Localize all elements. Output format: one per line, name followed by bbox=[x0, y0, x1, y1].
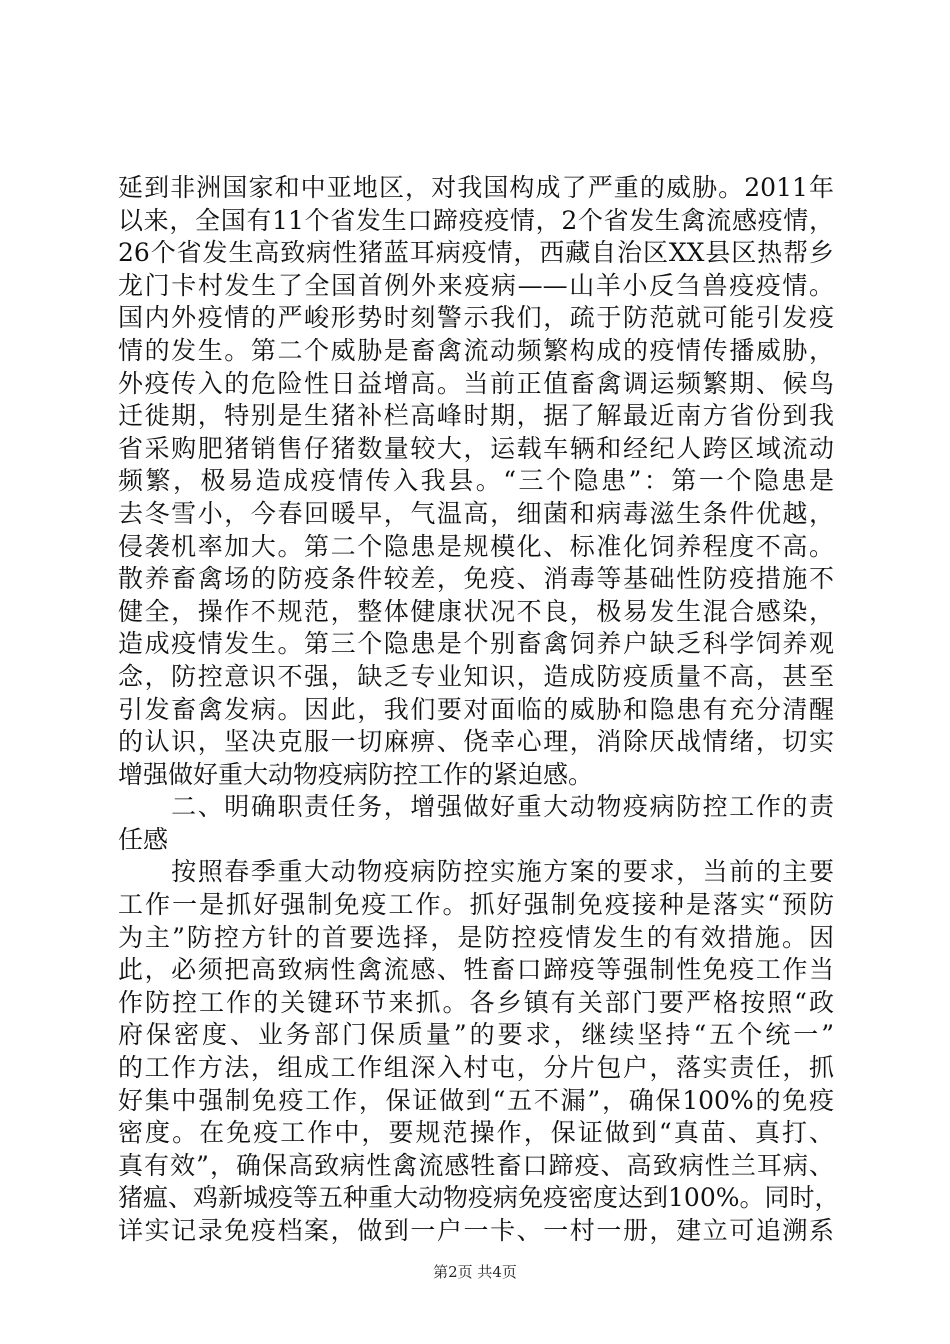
text-line: 密度。在免疫工作中，要规范操作，保证做到“真苗、真打、 bbox=[118, 1118, 834, 1148]
section-heading: 任感 bbox=[118, 824, 169, 854]
text-line: 此，必须把高致病性禽流感、牲畜口蹄疫等强制性免疫工作当 bbox=[118, 955, 834, 985]
text-line: 国内外疫情的严峻形势时刻警示我们，疏于防范就可能引发疫 bbox=[118, 303, 834, 333]
text-line: 散养畜禽场的防疫条件较差，免疫、消毒等基础性防疫措施不 bbox=[118, 564, 834, 594]
text-line: 频繁，极易造成疫情传入我县。“三个隐患”：第一个隐患是 bbox=[118, 466, 834, 496]
text-line: 好集中强制免疫工作，保证做到“五不漏”，确保100%的免疫 bbox=[118, 1085, 834, 1115]
text-line: 府保密度、业务部门保质量”的要求，继续坚持“五个统一” bbox=[118, 1020, 834, 1050]
text-line: 引发畜禽发病。因此，我们要对面临的威胁和隐患有充分清醒 bbox=[118, 694, 834, 724]
text-line: 情的发生。第二个威胁是畜禽流动频繁构成的疫情传播威胁， bbox=[118, 335, 834, 365]
section-heading: 二、明确职责任务，增强做好重大动物疫病防控工作的责 bbox=[118, 792, 834, 822]
text-line: 工作一是抓好强制免疫工作。抓好强制免疫接种是落实“预防 bbox=[118, 890, 834, 920]
text-line: 真有效”，确保高致病性禽流感牲畜口蹄疫、高致病性兰耳病、 bbox=[118, 1150, 834, 1180]
text-line: 作防控工作的关键环节来抓。各乡镇有关部门要严格按照“政 bbox=[118, 987, 834, 1017]
text-line: 外疫传入的危险性日益增高。当前正值畜禽调运频繁期、候鸟 bbox=[118, 368, 834, 398]
text-line: 按照春季重大动物疫病防控实施方案的要求，当前的主要 bbox=[118, 857, 834, 887]
text-line: 延到非洲国家和中亚地区，对我国构成了严重的威胁。2011年 bbox=[118, 173, 834, 202]
body-text bbox=[118, 172, 840, 1248]
page-number-footer: 第2页 共4页 bbox=[433, 1263, 517, 1281]
text-line: 的认识，坚决克服一切麻痹、侥幸心理，消除厌战情绪，切实 bbox=[118, 727, 834, 757]
text-line: 龙门卡村发生了全国首例外来疫病——山羊小反刍兽疫疫情。 bbox=[118, 270, 834, 300]
text-line: 猪瘟、鸡新城疫等五种重大动物疫病免疫密度达到100%。同时， bbox=[118, 1183, 840, 1213]
text-line: 造成疫情发生。第三个隐患是个别畜禽饲养户缺乏科学饲养观 bbox=[118, 629, 834, 659]
text-line: 以来，全国有11个省发生口蹄疫疫情，2个省发生禽流感疫情， bbox=[118, 205, 834, 235]
text-line: 迁徙期，特别是生猪补栏高峰时期，据了解最近南方省份到我 bbox=[118, 401, 834, 431]
text-line: 去冬雪小，今春回暖早，气温高，细菌和病毒滋生条件优越， bbox=[118, 498, 834, 528]
text-line: 增强做好重大动物疫病防控工作的紧迫感。 bbox=[118, 759, 594, 789]
text-line: 详实记录免疫档案，做到一户一卡、一村一册，建立可追溯系 bbox=[118, 1216, 834, 1245]
text-line: 侵袭机率加大。第二个隐患是规模化、标准化饲养程度不高。 bbox=[118, 531, 834, 561]
text-line: 为主”防控方针的首要选择，是防控疫情发生的有效措施。因 bbox=[118, 922, 834, 952]
text-line: 的工作方法，组成工作组深入村屯，分片包户，落实责任，抓 bbox=[118, 1053, 834, 1083]
text-line: 健全，操作不规范，整体健康状况不良，极易发生混合感染， bbox=[118, 596, 834, 626]
text-line: 26个省发生高致病性猪蓝耳病疫情，西藏自治区XX县区热帮乡 bbox=[118, 238, 834, 268]
text-line: 省采购肥猪销售仔猪数量较大，运载车辆和经纪人跨区域流动 bbox=[118, 433, 834, 463]
text-line: 念，防控意识不强，缺乏专业知识，造成防疫质量不高，甚至 bbox=[118, 661, 834, 691]
